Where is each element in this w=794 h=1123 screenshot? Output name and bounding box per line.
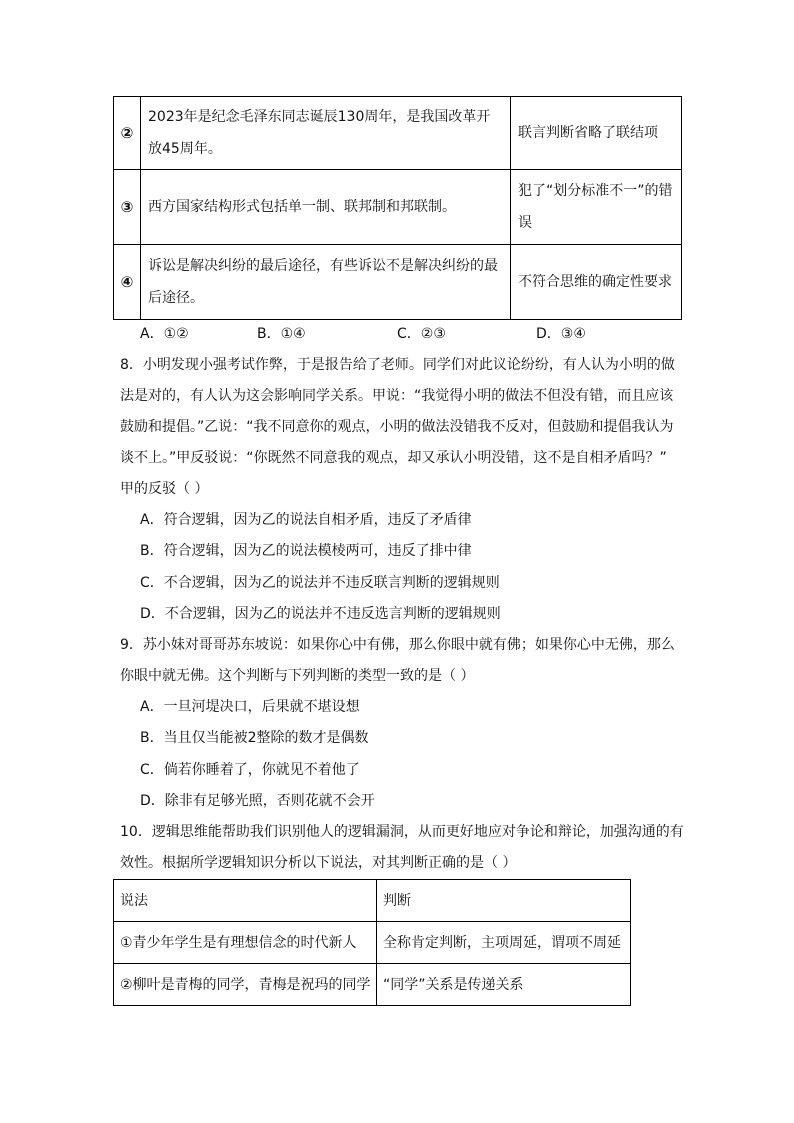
q9-stem-line: 9．苏小妹对哥哥苏东坡说：如果你心中有佛，那么你眼中就有佛；如果你心中无佛，那么 — [120, 637, 675, 653]
q8-option-d[interactable]: D．不合逻辑，因为乙的说法并不违反选言判断的逻辑规则 — [140, 606, 501, 622]
q9-option-a[interactable]: A．一旦河堤决口，后果就不堪设想 — [140, 699, 360, 715]
logic-judgment-table — [113, 96, 682, 320]
q8-option-b[interactable]: B．符合逻辑，因为乙的说法模棱两可，违反了排中律 — [140, 543, 472, 559]
q9-option-c[interactable]: C．倘若你睡着了，你就见不着他了 — [140, 762, 360, 778]
table-row — [114, 170, 682, 245]
option-a[interactable]: A．①② — [140, 326, 189, 342]
statement-cell: ①青少年学生是有理想信念的时代新人 — [114, 922, 377, 964]
row-number: ③ — [114, 170, 141, 245]
q7-options — [140, 324, 620, 344]
statement-cell: 诉讼是解决纠纷的最后途径，有些诉讼不是解决纠纷的最后途径。 — [141, 245, 511, 320]
statement-cell: 西方国家结构形式包括单一制、联邦制和邦联制。 — [141, 170, 511, 245]
q8-stem-line: 8．小明发现小强考试作弊，于是报告给了老师。同学们对此议论纷纷，有人认为小明的做 — [120, 357, 675, 373]
q10-stem-line: 效性。根据所学逻辑知识分析以下说法，对其判断正确的是（ ） — [120, 855, 517, 871]
judgment-cell: “同学”关系是传递关系 — [377, 964, 631, 1006]
header-cell: 判断 — [377, 880, 631, 922]
row-number: ② — [114, 97, 141, 170]
statement-judgment-table — [113, 879, 631, 1006]
judgment-cell: 不符合思维的确定性要求 — [511, 245, 682, 320]
option-b[interactable]: B．①④ — [257, 326, 306, 342]
statement-cell: ②柳叶是青梅的同学，青梅是祝玛的同学 — [114, 964, 377, 1006]
q8-stem-line: 法是对的，有人认为这会影响同学关系。甲说：“我觉得小明的做法不但没有错，而且应该 — [120, 388, 674, 404]
statement-cell: 2023年是纪念毛泽东同志诞辰130周年，是我国改革开放45周年。 — [141, 97, 511, 170]
q9-stem-line: 你眼中就无佛。这个判断与下列判断的类型一致的是（ ） — [120, 668, 475, 684]
q8-stem-line: 鼓励和提倡。”乙说：“我不同意你的观点，小明的做法没错我不反对，但鼓励和提倡我认为 — [120, 419, 674, 435]
option-d[interactable]: D．③④ — [536, 326, 586, 342]
q8-option-a[interactable]: A．符合逻辑，因为乙的说法自相矛盾，违反了矛盾律 — [140, 512, 472, 528]
q8-stem-line: 谈不上。”甲反驳说：“你既然不同意我的观点，却又承认小明没错，这不是自相矛盾吗？” — [120, 450, 667, 466]
table-header-row — [114, 880, 631, 922]
judgment-cell: 全称肯定判断，主项周延，谓项不周延 — [377, 922, 631, 964]
header-cell: 说法 — [114, 880, 377, 922]
q9-option-d[interactable]: D．除非有足够光照，否则花就不会开 — [140, 793, 375, 809]
q9-option-b[interactable]: B．当且仅当能被2整除的数才是偶数 — [140, 730, 369, 746]
table-row — [114, 922, 631, 964]
judgment-cell: 联言判断省略了联结项 — [511, 97, 682, 170]
option-c[interactable]: C．②③ — [397, 326, 446, 342]
q8-option-c[interactable]: C．不合逻辑，因为乙的说法并不违反联言判断的逻辑规则 — [140, 575, 500, 591]
q10-stem-line: 10．逻辑思维能帮助我们识别他人的逻辑漏洞，从而更好地应对争论和辩论，加强沟通的有 — [120, 824, 684, 840]
table-row — [114, 97, 682, 170]
q8-stem-line: 甲的反驳（ ） — [120, 481, 209, 497]
table-row — [114, 964, 631, 1006]
judgment-cell: 犯了“划分标准不一”的错误 — [511, 170, 682, 245]
table-row — [114, 245, 682, 320]
row-number: ④ — [114, 245, 141, 320]
